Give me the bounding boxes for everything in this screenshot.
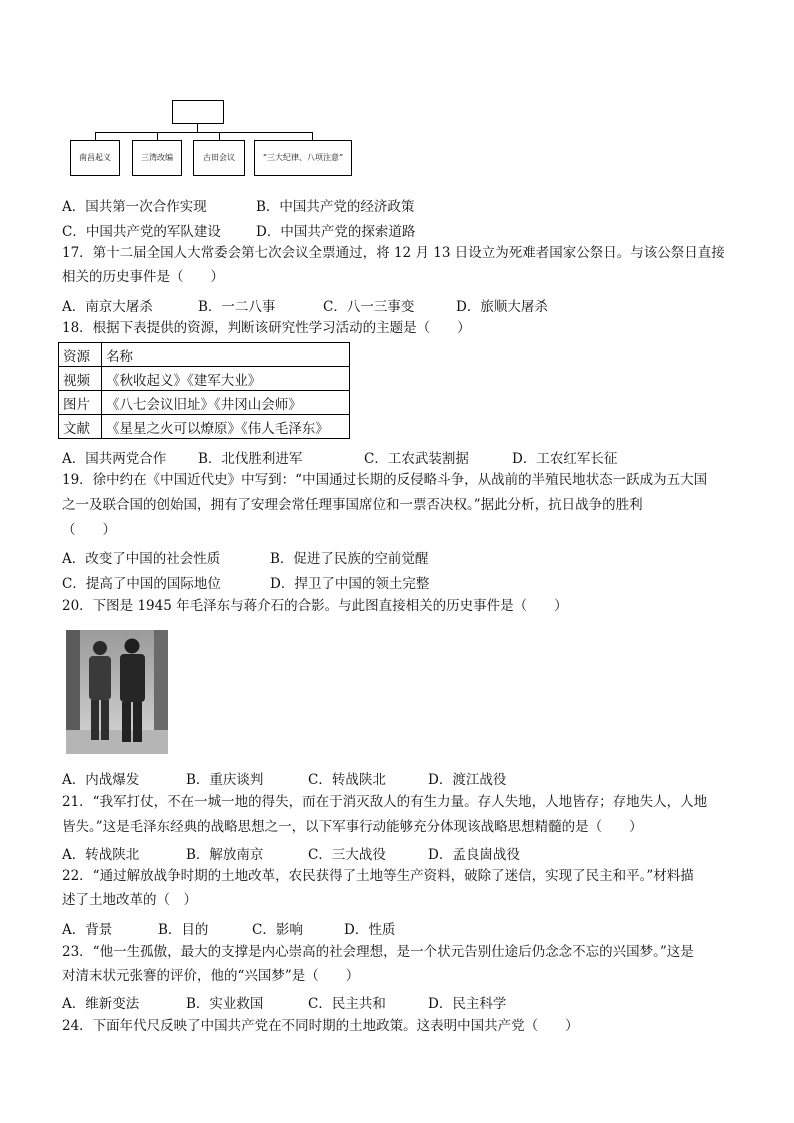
table-row	[59, 391, 350, 415]
diagram-connector	[197, 123, 198, 132]
q23-option-a: A．维新变法	[62, 996, 140, 1012]
q20-option-c: C．转战陕北	[308, 772, 386, 788]
q17-option-b: B．一二八事	[198, 299, 276, 315]
diagram-box-1: 南昌起义	[70, 140, 120, 176]
q19-option-c: C．提高了中国的国际地位	[62, 576, 221, 592]
resource-table	[58, 342, 350, 439]
q18-option-d: D．工农红军长征	[512, 451, 618, 467]
q23-option-b: B．实业救国	[186, 996, 264, 1012]
historical-photo	[66, 630, 168, 754]
table-cell: 图片	[59, 391, 102, 415]
q20-option-a: A．内战爆发	[62, 772, 140, 788]
q20-option-b: B．重庆谈判	[186, 772, 264, 788]
q16-option-c: C．中国共产党的军队建设	[62, 224, 221, 240]
diagram-box-4: “三大纪律、八项注意”	[254, 140, 352, 176]
q21-option-b: B．解放南京	[186, 847, 264, 863]
q23-stem-line-1: 23．“他一生孤傲，最大的支撑是内心崇高的社会理想，是一个状元告别仕途后仍念念不忘的兴国梦。”这是	[62, 944, 694, 960]
q19-stem-line-3: （ ）	[62, 522, 116, 538]
q20-option-d: D．渡江战役	[428, 772, 507, 788]
q23-option-d: D．民主科学	[428, 996, 507, 1012]
q21-option-c: C．三大战役	[308, 847, 386, 863]
q19-option-d: D．捍卫了中国的领土完整	[270, 576, 430, 592]
table-cell: 名称	[102, 343, 350, 367]
q19-option-a: A．改变了中国的社会性质	[62, 551, 221, 567]
table-row	[59, 367, 350, 391]
q18-option-c: C．工农武装割据	[364, 451, 469, 467]
q19-stem-line-2: 之一及联合国的创始国，拥有了安理会常任理事国席位和一票否决权。”据此分析，抗日战争的胜利	[62, 497, 643, 513]
q18-stem: 18．根据下表提供的资源，判断该研究性学习活动的主题是（ ）	[62, 320, 471, 336]
q21-option-d: D．孟良崮战役	[428, 847, 520, 863]
table-cell: 《星星之火可以燎原》《伟人毛泽东》	[102, 415, 350, 439]
diagram-connector	[95, 132, 96, 140]
q16-option-d: D．中国共产党的探索道路	[256, 224, 416, 240]
diagram-box-2: 三湾改编	[132, 140, 182, 176]
q17-option-c: C．八一三事变	[323, 299, 415, 315]
q24-stem: 24．下面年代尺反映了中国共产党在不同时期的土地政策。这表明中国共产党（ ）	[62, 1018, 579, 1034]
photo-two-men-standing	[66, 630, 168, 754]
diagram-connector	[95, 132, 313, 133]
q19-option-b: B．促进了民族的空前觉醒	[270, 551, 429, 567]
table-cell: 文献	[59, 415, 102, 439]
q21-stem-line-2: 皆失。”这是毛泽东经典的战略思想之一，以下军事行动能够充分体现该战略思想精髓的是（ ）	[62, 819, 643, 835]
q22-option-d: D．性质	[344, 922, 396, 938]
diagram-top-box	[172, 100, 224, 124]
q21-stem-line-1: 21．“我军打仗，不在一城一地的得失，而在于消灭敌人的有生力量。存人失地，人地皆存；存地失人，人地	[62, 794, 708, 810]
q16-option-a: A．国共第一次合作实现	[62, 199, 207, 215]
q17-option-a: A．南京大屠杀	[62, 299, 153, 315]
q22-stem-line-2: 述了土地改革的（ ）	[62, 892, 197, 908]
diagram-box-3: 古田会议	[193, 140, 245, 176]
q20-stem: 20．下图是 1945 年毛泽东与蒋介石的合影。与此图直接相关的历史事件是（ ）	[62, 598, 568, 614]
diagram-connector	[219, 132, 220, 140]
table-cell: 《秋收起义》《建军大业》	[102, 367, 350, 391]
table-cell: 《八七会议旧址》《井冈山会师》	[102, 391, 350, 415]
structure-diagram	[62, 100, 362, 182]
q18-option-a: A．国共两党合作	[62, 451, 167, 467]
q23-option-c: C．民主共和	[308, 996, 386, 1012]
q19-stem-line-1: 19．徐中约在《中国近代史》中写到：“中国通过长期的反侵略斗争，从战前的半殖民地状态一跃成为五大国	[62, 472, 708, 488]
q22-stem-line-1: 22．“通过解放战争时期的土地改革，农民获得了土地等生产资料，破除了迷信，实现了民主和平。”材料描	[62, 868, 694, 884]
q16-option-b: B．中国共产党的经济政策	[256, 199, 415, 215]
q22-option-c: C．影响	[252, 922, 303, 938]
q18-option-b: B．北伐胜利进军	[198, 451, 303, 467]
table-cell: 资源	[59, 343, 102, 367]
q17-stem-line-2: 相关的历史事件是（ ）	[62, 269, 224, 285]
table-row	[59, 343, 350, 367]
diagram-connector	[157, 132, 158, 140]
table-row	[59, 415, 350, 439]
table-cell: 视频	[59, 367, 102, 391]
q17-stem-line-1: 17．第十二届全国人大常委会第七次会议全票通过，将 12 月 13 日设立为死难者国家公祭日。与该公祭日直接	[62, 245, 725, 261]
diagram-connector	[312, 132, 313, 140]
q23-stem-line-2: 对清末状元张謇的评价，他的“兴国梦”是（ ）	[62, 968, 360, 984]
q17-option-d: D．旅顺大屠杀	[456, 299, 548, 315]
q21-option-a: A．转战陕北	[62, 847, 140, 863]
q22-option-b: B．目的	[158, 922, 209, 938]
q22-option-a: A．背景	[62, 922, 113, 938]
